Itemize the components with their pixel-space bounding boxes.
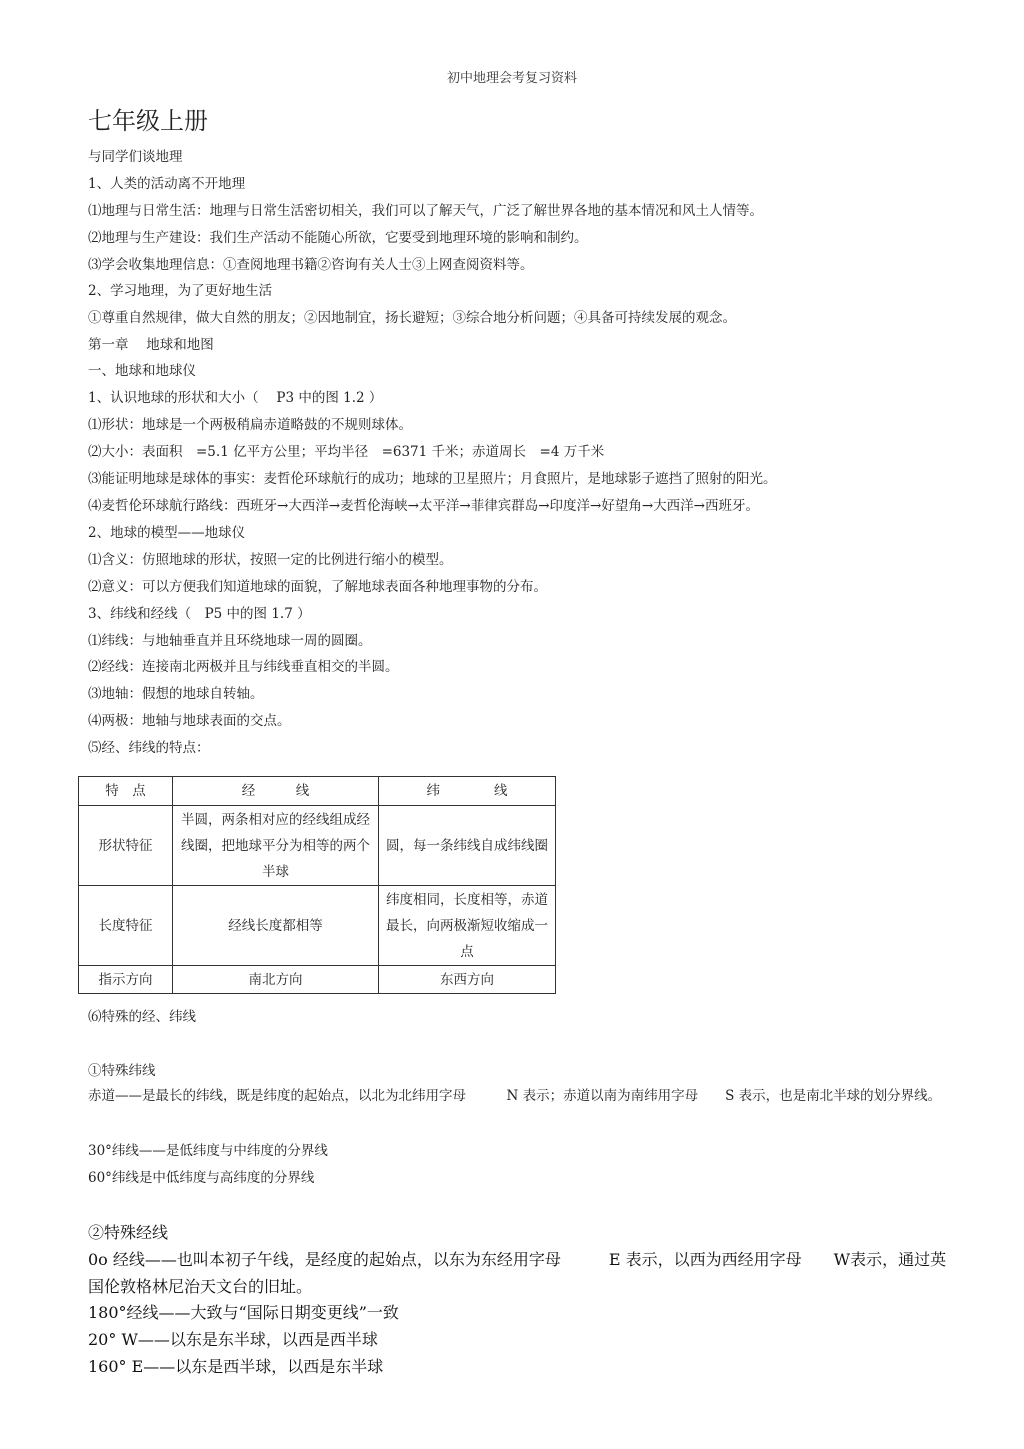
table-cell: 东西方向	[379, 966, 556, 994]
text-line: 160° E——以东是西半球，以西是东半球	[88, 1357, 384, 1376]
features-table	[78, 776, 556, 994]
chapter-heading: 第一章 地球和地图	[88, 337, 214, 353]
section-heading: 与同学们谈地理	[88, 149, 183, 165]
table-cell: 经线长度都相等	[173, 886, 379, 966]
table-row	[79, 886, 556, 966]
subsection-heading: 2、地球的模型——地球仪	[88, 525, 246, 541]
text-line: ⑷两极：地轴与地球表面的交点。	[88, 713, 291, 729]
text-line: ⑵经线：连接南北两极并且与纬线垂直相交的半圆。	[88, 659, 399, 675]
subsection-heading: 1、认识地球的形状和大小（ P3 中的图 1.2 ）	[88, 390, 383, 406]
table-row	[79, 966, 556, 994]
text-line: 60°纬线是中低纬度与高纬度的分界线	[88, 1170, 315, 1186]
text-line: ⑴地理与日常生活：地理与日常生活密切相关，我们可以了解天气，广泛了解世界各地的基本情况和风土人情等。	[88, 203, 763, 219]
text-line: ⑸经、纬线的特点：	[88, 740, 210, 756]
text-line: ⑵地理与生产建设：我们生产活动不能随心所欲，它要受到地理环境的影响和制约。	[88, 230, 588, 246]
table-header-cell: 特 点	[79, 777, 173, 806]
table-cell: 圆，每一条纬线自成纬线圈	[379, 806, 556, 886]
page-title: 七年级上册	[88, 107, 208, 135]
text-line: 20° W——以东是东半球，以西是西半球	[88, 1330, 378, 1349]
text-line: 30°纬线——是低纬度与中纬度的分界线	[88, 1143, 328, 1159]
text-line: ⑴含义：仿照地球的形状，按照一定的比例进行缩小的模型。	[88, 552, 453, 568]
special-latitude-heading: ①特殊纬线	[88, 1063, 156, 1079]
subsection-heading: 3、纬线和经线（ P5 中的图 1.7 ）	[88, 606, 311, 622]
table-row	[79, 806, 556, 886]
text-line: ①尊重自然规律，做大自然的朋友；②因地制宜，扬长避短；③综合地分析问题；④具备可持续发展的观念。	[88, 310, 736, 326]
text-line: ⑵意义：可以方便我们知道地球的面貌，了解地球表面各种地理事物的分布。	[88, 579, 547, 595]
section-heading: 一、地球和地球仪	[88, 363, 196, 379]
subsection-heading: 1、人类的活动离不开地理	[88, 176, 246, 192]
table-header-cell: 纬 线	[379, 777, 556, 806]
text-line: ⑶能证明地球是球体的事实：麦哲伦环球航行的成功；地球的卫星照片；月食照片，是地球影子遮挡了照射的阳光。	[88, 471, 777, 487]
page-header: 初中地理会考复习资料	[446, 71, 577, 86]
text-line: ⑶地轴：假想的地球自转轴。	[88, 686, 264, 702]
table-cell: 半圆，两条相对应的经线组成经线圈，把地球平分为相等的两个半球	[173, 806, 379, 886]
table-cell: 长度特征	[79, 886, 173, 966]
table-cell: 南北方向	[173, 966, 379, 994]
text-line: ⑴纬线：与地轴垂直并且环绕地球一周的圆圈。	[88, 633, 372, 649]
table-cell: 纬度相同，长度相等，赤道最长，向两极渐短收缩成一点	[379, 886, 556, 966]
text-line: 180°经线——大致与“国际日期变更线”一致	[88, 1303, 399, 1322]
table-cell: 形状特征	[79, 806, 173, 886]
special-longitude-heading: ②特殊经线	[88, 1223, 169, 1242]
equator-paragraph: 赤道——是最长的纬线，既是纬度的起始点，以北为北纬用字母 N 表示；赤道以南为南纬用字母 S 表示，也是南北半球的划分界线。	[88, 1088, 942, 1104]
table-header-row	[79, 777, 556, 806]
text-line: ⑷麦哲伦环球航行路线：西班牙→大西洋→麦哲伦海峡→太平洋→菲律宾群岛→印度洋→好望角→大西洋→西班牙。	[88, 498, 759, 514]
text-line: ⑶学会收集地理信息：①查阅地理书籍②咨询有关人士③上网查阅资料等。	[88, 257, 534, 273]
text-line: ⑵大小：表面积 =5.1 亿平方公里；平均半径 =6371 千米；赤道周长 =4 万千米	[88, 444, 605, 460]
text-line: ⑴形状：地球是一个两极稍扁赤道略鼓的不规则球体。	[88, 417, 412, 433]
subsection-heading: 2、学习地理，为了更好地生活	[88, 283, 273, 299]
table-cell: 指示方向	[79, 966, 173, 994]
prime-meridian-paragraph: 0o 经线——也叫本初子午线，是经度的起始点，以东为东经用字母 E 表示，以西为西经用字母 W表示，通过英国伦敦格林尼治天文台的旧址。	[88, 1250, 947, 1296]
table-header-cell: 经 线	[173, 777, 379, 806]
text-line: ⑹特殊的经、纬线	[88, 1009, 196, 1025]
